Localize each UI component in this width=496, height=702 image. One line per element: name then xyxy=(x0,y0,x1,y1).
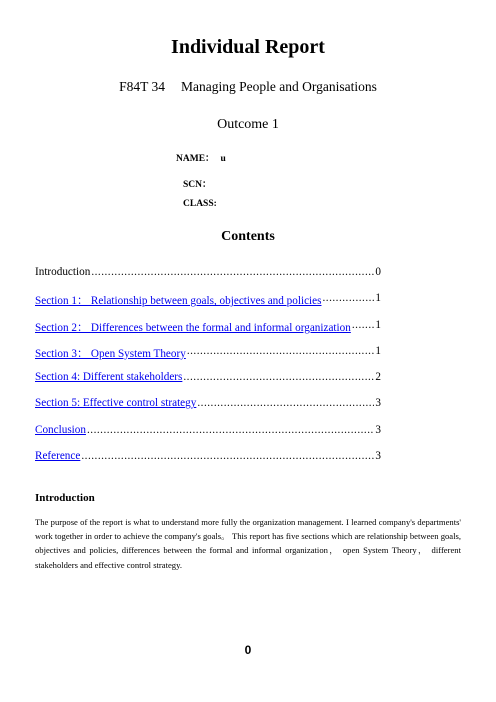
toc-leader-dots xyxy=(87,424,374,436)
toc-entry-page: 1 xyxy=(375,318,381,331)
toc-entry-link[interactable]: Conclusion xyxy=(35,423,86,436)
toc-entry-reference[interactable] xyxy=(35,450,381,476)
toc-entry-link[interactable]: Section 3： Open System Theory xyxy=(35,347,186,360)
toc-entry-section-4[interactable] xyxy=(35,371,381,397)
toc-leader-dots xyxy=(322,292,374,304)
toc-entry-section-3[interactable] xyxy=(35,345,381,371)
toc-entry-page: 2 xyxy=(375,371,381,384)
toc-entry-page: 3 xyxy=(375,423,381,436)
toc-entry-link[interactable]: Section 4: Different stakeholders xyxy=(35,371,183,384)
scn-label: SCN： xyxy=(183,180,212,190)
toc-entry-link[interactable]: Reference xyxy=(35,450,81,463)
course-line xyxy=(0,79,496,95)
introduction-paragraph: The purpose of the report is what to understand more fully the organization management. I learned company's departments' work together in order to achieve the company's goals。 This report has five sections which are relationship between goals, objectives and policies, differences between the formal and informal organization， open System Theory， different stakeholders and effective control strategy. xyxy=(35,517,461,570)
name-value: u xyxy=(220,154,226,164)
course-name: Managing People and Organisations xyxy=(181,79,377,94)
name-label: NAME： xyxy=(176,154,215,164)
toc-entry-section-5[interactable] xyxy=(35,397,381,423)
toc-entry-link[interactable]: Section 1： Relationship between goals, objectives and policies xyxy=(35,295,322,308)
toc-leader-dots xyxy=(81,450,374,462)
toc-entry-page: 0 xyxy=(375,266,381,278)
contents-heading: Contents xyxy=(221,229,275,244)
toc-entry-page: 3 xyxy=(375,450,381,463)
toc-entry-introduction xyxy=(35,266,381,292)
report-title: Individual Report xyxy=(171,36,325,58)
toc-entry-section-1[interactable] xyxy=(35,292,381,318)
toc-leader-dots xyxy=(187,345,375,357)
toc-entry-link[interactable]: Section 2： Differences between the formal and informal organization xyxy=(35,321,351,334)
page-number: 0 xyxy=(244,643,252,657)
class-label: CLASS: xyxy=(183,199,217,209)
toc-entry-label: Introduction xyxy=(35,266,91,278)
scn-field xyxy=(183,176,212,190)
toc-leader-dots xyxy=(91,266,374,278)
toc-entry-page: 3 xyxy=(375,397,381,410)
toc-entry-page: 1 xyxy=(375,344,381,357)
toc-entry-link[interactable]: Section 5: Effective control strategy xyxy=(35,397,197,410)
toc-entry-page: 1 xyxy=(375,292,381,305)
introduction-heading: Introduction xyxy=(35,492,95,504)
name-field xyxy=(176,150,226,164)
class-field xyxy=(183,199,217,209)
toc-leader-dots xyxy=(197,397,374,409)
toc-entry-section-2[interactable] xyxy=(35,319,381,345)
course-code: F84T 34 xyxy=(119,79,166,94)
toc-leader-dots xyxy=(183,371,374,383)
outcome-label: Outcome 1 xyxy=(217,117,279,132)
toc-entry-conclusion[interactable] xyxy=(35,424,381,450)
table-of-contents xyxy=(35,266,381,476)
toc-leader-dots xyxy=(352,319,375,331)
